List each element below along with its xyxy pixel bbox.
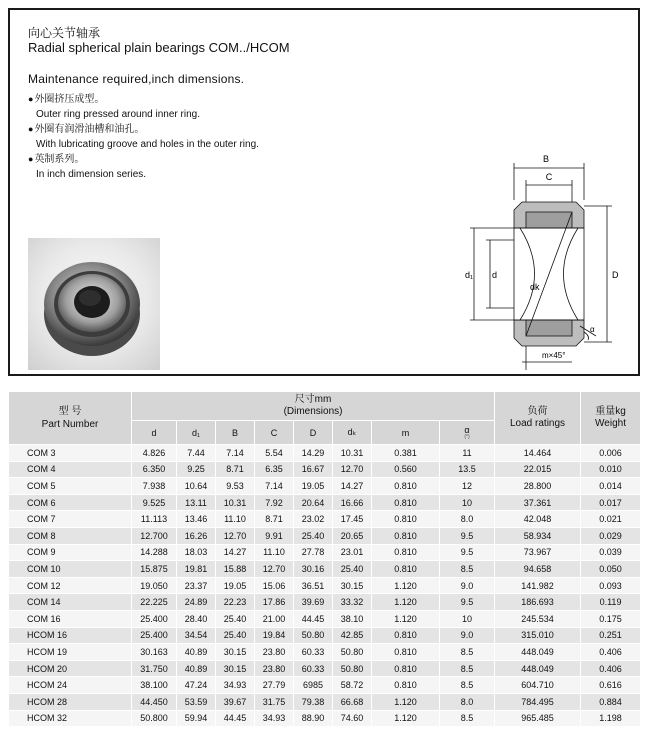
cell-a: 9.0 bbox=[440, 627, 495, 644]
table-body bbox=[9, 445, 641, 727]
cell-D: 6985 bbox=[294, 677, 333, 694]
table-row bbox=[9, 544, 641, 561]
cell-d: 6.350 bbox=[132, 461, 177, 478]
cell-d: 4.826 bbox=[132, 445, 177, 462]
cell-load: 448.049 bbox=[495, 644, 581, 661]
table-row bbox=[9, 511, 641, 528]
cell-d: 22.225 bbox=[132, 594, 177, 611]
cell-C: 23.80 bbox=[255, 644, 294, 661]
col-B: B bbox=[216, 421, 255, 445]
cell-C: 21.00 bbox=[255, 610, 294, 627]
cell-load: 315.010 bbox=[495, 627, 581, 644]
cell-d: 25.400 bbox=[132, 627, 177, 644]
cell-D: 50.80 bbox=[294, 627, 333, 644]
cell-d1: 53.59 bbox=[177, 693, 216, 710]
cell-dk: 50.80 bbox=[333, 660, 372, 677]
cell-weight: 0.039 bbox=[581, 544, 641, 561]
cell-D: 79.38 bbox=[294, 693, 333, 710]
cell-a: 8.5 bbox=[440, 660, 495, 677]
label-d: d bbox=[492, 270, 498, 280]
cell-m: 0.810 bbox=[372, 511, 440, 528]
cell-B: 10.31 bbox=[216, 494, 255, 511]
col-dk: dₖ bbox=[333, 421, 372, 445]
cell-C: 6.35 bbox=[255, 461, 294, 478]
cell-a: 10 bbox=[440, 494, 495, 511]
cell-a: 8.5 bbox=[440, 644, 495, 661]
cell-part: HCOM 28 bbox=[9, 693, 132, 710]
cell-d: 38.100 bbox=[132, 677, 177, 694]
header-load-cn: 负荷 bbox=[527, 406, 548, 417]
feature-cn: ● 英制系列。 bbox=[28, 152, 259, 168]
specification-table bbox=[8, 391, 641, 727]
cell-m: 0.810 bbox=[372, 627, 440, 644]
cell-C: 23.80 bbox=[255, 660, 294, 677]
cell-a: 8.5 bbox=[440, 677, 495, 694]
cell-part: HCOM 24 bbox=[9, 677, 132, 694]
feature-cn: ● 外圈挤压成型。 bbox=[28, 92, 259, 108]
cell-d1: 24.89 bbox=[177, 594, 216, 611]
cell-m: 1.120 bbox=[372, 710, 440, 727]
feature-cn: ● 外圈有润滑油槽和油孔。 bbox=[28, 122, 259, 138]
cell-d: 44.450 bbox=[132, 693, 177, 710]
cell-weight: 0.884 bbox=[581, 693, 641, 710]
cell-d1: 59.94 bbox=[177, 710, 216, 727]
cell-a: 13.5 bbox=[440, 461, 495, 478]
cell-d1: 23.37 bbox=[177, 577, 216, 594]
cell-B: 19.05 bbox=[216, 577, 255, 594]
cell-m: 0.810 bbox=[372, 544, 440, 561]
col-d1: d₁ bbox=[177, 421, 216, 445]
col-m: m bbox=[372, 421, 440, 445]
cell-m: 0.810 bbox=[372, 494, 440, 511]
cell-B: 14.27 bbox=[216, 544, 255, 561]
cell-dk: 74.60 bbox=[333, 710, 372, 727]
cell-d1: 9.25 bbox=[177, 461, 216, 478]
cell-B: 11.10 bbox=[216, 511, 255, 528]
table-row bbox=[9, 494, 641, 511]
cell-load: 784.495 bbox=[495, 693, 581, 710]
cell-part: COM 9 bbox=[9, 544, 132, 561]
cell-dk: 25.40 bbox=[333, 561, 372, 578]
table-row bbox=[9, 594, 641, 611]
label-D: D bbox=[612, 270, 619, 280]
cell-dk: 42.85 bbox=[333, 627, 372, 644]
header-dimensions bbox=[132, 392, 495, 421]
cell-dk: 10.31 bbox=[333, 445, 372, 462]
cell-m: 1.120 bbox=[372, 577, 440, 594]
cell-d1: 16.26 bbox=[177, 527, 216, 544]
header-weight-cn: 重量kg bbox=[595, 406, 626, 417]
table-row bbox=[9, 710, 641, 727]
maintenance-note: Maintenance required,inch dimensions. bbox=[28, 72, 245, 86]
cell-C: 19.84 bbox=[255, 627, 294, 644]
cell-a: 9.5 bbox=[440, 594, 495, 611]
cell-d1: 18.03 bbox=[177, 544, 216, 561]
cell-part: COM 10 bbox=[9, 561, 132, 578]
header-load-en: Load ratings bbox=[510, 418, 566, 429]
table-row bbox=[9, 561, 641, 578]
cell-load: 141.982 bbox=[495, 577, 581, 594]
cell-a: 12 bbox=[440, 478, 495, 495]
table-row bbox=[9, 445, 641, 462]
cell-weight: 0.406 bbox=[581, 644, 641, 661]
table-row bbox=[9, 461, 641, 478]
cell-d1: 13.46 bbox=[177, 511, 216, 528]
cell-load: 73.967 bbox=[495, 544, 581, 561]
cell-part: COM 14 bbox=[9, 594, 132, 611]
table-row bbox=[9, 527, 641, 544]
cell-d: 12.700 bbox=[132, 527, 177, 544]
cell-m: 0.381 bbox=[372, 445, 440, 462]
cell-C: 7.14 bbox=[255, 478, 294, 495]
header-weight-en: Weight bbox=[595, 418, 626, 429]
cell-dk: 20.65 bbox=[333, 527, 372, 544]
cell-D: 39.69 bbox=[294, 594, 333, 611]
col-alpha-label: α bbox=[464, 425, 470, 435]
header-part-number bbox=[9, 392, 132, 445]
cell-m: 0.560 bbox=[372, 461, 440, 478]
cell-B: 7.14 bbox=[216, 445, 255, 462]
cell-m: 1.120 bbox=[372, 610, 440, 627]
table-row bbox=[9, 627, 641, 644]
feature-en: In inch dimension series. bbox=[36, 168, 147, 180]
col-alpha-unit: (°) bbox=[464, 434, 470, 440]
cell-dk: 14.27 bbox=[333, 478, 372, 495]
cell-weight: 0.014 bbox=[581, 478, 641, 495]
table-row bbox=[9, 660, 641, 677]
cell-weight: 0.050 bbox=[581, 561, 641, 578]
cell-m: 0.810 bbox=[372, 478, 440, 495]
cell-d1: 28.40 bbox=[177, 610, 216, 627]
cell-load: 186.693 bbox=[495, 594, 581, 611]
cell-B: 39.67 bbox=[216, 693, 255, 710]
cell-a: 8.0 bbox=[440, 511, 495, 528]
title-english: Radial spherical plain bearings COM../HCOM bbox=[28, 40, 290, 55]
cell-a: 8.5 bbox=[440, 710, 495, 727]
cell-load: 604.710 bbox=[495, 677, 581, 694]
bearing-photo bbox=[28, 238, 160, 370]
cell-d: 9.525 bbox=[132, 494, 177, 511]
cell-part: COM 4 bbox=[9, 461, 132, 478]
cell-d: 25.400 bbox=[132, 610, 177, 627]
cell-part: HCOM 19 bbox=[9, 644, 132, 661]
cell-C: 8.71 bbox=[255, 511, 294, 528]
col-D: D bbox=[294, 421, 333, 445]
cell-dk: 30.15 bbox=[333, 577, 372, 594]
cell-d1: 40.89 bbox=[177, 660, 216, 677]
cell-dk: 66.68 bbox=[333, 693, 372, 710]
cell-d: 7.938 bbox=[132, 478, 177, 495]
bearing-cross-section-diagram bbox=[450, 150, 630, 380]
cell-m: 1.120 bbox=[372, 693, 440, 710]
cell-weight: 1.198 bbox=[581, 710, 641, 727]
header-dim-en: (Dimensions) bbox=[283, 406, 343, 417]
cell-a: 9.0 bbox=[440, 577, 495, 594]
cell-load: 94.658 bbox=[495, 561, 581, 578]
cell-load: 22.015 bbox=[495, 461, 581, 478]
cell-a: 8.5 bbox=[440, 561, 495, 578]
feature-list bbox=[28, 92, 259, 182]
cell-weight: 0.119 bbox=[581, 594, 641, 611]
cell-D: 60.33 bbox=[294, 660, 333, 677]
cell-d: 11.113 bbox=[132, 511, 177, 528]
header-weight bbox=[581, 392, 641, 445]
cell-weight: 0.616 bbox=[581, 677, 641, 694]
cell-D: 16.67 bbox=[294, 461, 333, 478]
cell-D: 23.02 bbox=[294, 511, 333, 528]
cell-part: COM 12 bbox=[9, 577, 132, 594]
cell-m: 0.810 bbox=[372, 644, 440, 661]
col-alpha bbox=[440, 421, 495, 445]
cell-part: COM 5 bbox=[9, 478, 132, 495]
cell-a: 9.5 bbox=[440, 544, 495, 561]
cell-D: 20.64 bbox=[294, 494, 333, 511]
title-chinese: 向心关节轴承 bbox=[28, 26, 101, 40]
cell-m: 1.120 bbox=[372, 594, 440, 611]
label-B: B bbox=[542, 154, 550, 164]
cell-part: COM 16 bbox=[9, 610, 132, 627]
cell-d1: 13.11 bbox=[177, 494, 216, 511]
cell-dk: 38.10 bbox=[333, 610, 372, 627]
cell-load: 28.800 bbox=[495, 478, 581, 495]
cell-B: 25.40 bbox=[216, 627, 255, 644]
cell-part: HCOM 16 bbox=[9, 627, 132, 644]
cell-d1: 7.44 bbox=[177, 445, 216, 462]
cell-m: 0.810 bbox=[372, 561, 440, 578]
cell-load: 14.464 bbox=[495, 445, 581, 462]
cell-B: 30.15 bbox=[216, 660, 255, 677]
cell-weight: 0.017 bbox=[581, 494, 641, 511]
table-row bbox=[9, 644, 641, 661]
cell-d1: 10.64 bbox=[177, 478, 216, 495]
cell-dk: 33.32 bbox=[333, 594, 372, 611]
cell-C: 17.86 bbox=[255, 594, 294, 611]
label-d1: d₁ bbox=[465, 270, 474, 280]
cell-C: 12.70 bbox=[255, 561, 294, 578]
cell-weight: 0.175 bbox=[581, 610, 641, 627]
table-row bbox=[9, 693, 641, 710]
cell-m: 0.810 bbox=[372, 527, 440, 544]
cell-dk: 17.45 bbox=[333, 511, 372, 528]
label-alpha: α bbox=[590, 325, 595, 334]
table-row bbox=[9, 610, 641, 627]
col-C: C bbox=[255, 421, 294, 445]
header-load-ratings bbox=[495, 392, 581, 445]
cell-part: HCOM 32 bbox=[9, 710, 132, 727]
cell-D: 88.90 bbox=[294, 710, 333, 727]
cell-a: 8.0 bbox=[440, 693, 495, 710]
cell-load: 245.534 bbox=[495, 610, 581, 627]
cell-part: COM 3 bbox=[9, 445, 132, 462]
cell-D: 27.78 bbox=[294, 544, 333, 561]
cell-C: 5.54 bbox=[255, 445, 294, 462]
cell-B: 30.15 bbox=[216, 644, 255, 661]
cell-m: 0.810 bbox=[372, 660, 440, 677]
cell-D: 30.16 bbox=[294, 561, 333, 578]
table-row bbox=[9, 577, 641, 594]
cell-C: 15.06 bbox=[255, 577, 294, 594]
cell-m: 0.810 bbox=[372, 677, 440, 694]
cell-weight: 0.251 bbox=[581, 627, 641, 644]
cell-dk: 12.70 bbox=[333, 461, 372, 478]
cell-d: 19.050 bbox=[132, 577, 177, 594]
cell-d1: 40.89 bbox=[177, 644, 216, 661]
cell-C: 27.79 bbox=[255, 677, 294, 694]
header-dim-cn: 尺寸mm bbox=[294, 394, 332, 405]
bearing-photo-icon bbox=[28, 238, 160, 370]
cell-C: 11.10 bbox=[255, 544, 294, 561]
cell-load: 58.934 bbox=[495, 527, 581, 544]
cell-B: 44.45 bbox=[216, 710, 255, 727]
label-dk: dk bbox=[530, 282, 540, 292]
cell-part: COM 7 bbox=[9, 511, 132, 528]
feature-en: Outer ring pressed around inner ring. bbox=[36, 108, 200, 120]
cell-D: 19.05 bbox=[294, 478, 333, 495]
cell-part: COM 6 bbox=[9, 494, 132, 511]
cell-dk: 16.66 bbox=[333, 494, 372, 511]
cell-C: 7.92 bbox=[255, 494, 294, 511]
cell-d: 50.800 bbox=[132, 710, 177, 727]
cell-B: 34.93 bbox=[216, 677, 255, 694]
cell-C: 9.91 bbox=[255, 527, 294, 544]
cell-B: 22.23 bbox=[216, 594, 255, 611]
cell-a: 9.5 bbox=[440, 527, 495, 544]
label-chamfer: m×45° bbox=[542, 351, 566, 360]
cell-B: 25.40 bbox=[216, 610, 255, 627]
cell-weight: 0.006 bbox=[581, 445, 641, 462]
cell-D: 14.29 bbox=[294, 445, 333, 462]
cell-D: 60.33 bbox=[294, 644, 333, 661]
table-row bbox=[9, 677, 641, 694]
cell-weight: 0.021 bbox=[581, 511, 641, 528]
cell-B: 12.70 bbox=[216, 527, 255, 544]
cell-a: 10 bbox=[440, 610, 495, 627]
cell-weight: 0.029 bbox=[581, 527, 641, 544]
cell-dk: 50.80 bbox=[333, 644, 372, 661]
cell-load: 42.048 bbox=[495, 511, 581, 528]
cell-a: 11 bbox=[440, 445, 495, 462]
cell-weight: 0.406 bbox=[581, 660, 641, 677]
header-part-cn: 型 号 bbox=[58, 406, 82, 417]
cell-d: 30.163 bbox=[132, 644, 177, 661]
cell-dk: 23.01 bbox=[333, 544, 372, 561]
cell-weight: 0.093 bbox=[581, 577, 641, 594]
cell-part: COM 8 bbox=[9, 527, 132, 544]
cell-B: 15.88 bbox=[216, 561, 255, 578]
cell-d1: 47.24 bbox=[177, 677, 216, 694]
label-C: C bbox=[545, 172, 553, 182]
cell-load: 965.485 bbox=[495, 710, 581, 727]
cell-d: 15.875 bbox=[132, 561, 177, 578]
cell-B: 9.53 bbox=[216, 478, 255, 495]
cell-D: 36.51 bbox=[294, 577, 333, 594]
cell-d: 14.288 bbox=[132, 544, 177, 561]
table-row bbox=[9, 478, 641, 495]
cell-d: 31.750 bbox=[132, 660, 177, 677]
cell-C: 31.75 bbox=[255, 693, 294, 710]
header-part-en: Part Number bbox=[41, 419, 99, 430]
cell-dk: 58.72 bbox=[333, 677, 372, 694]
cell-d1: 34.54 bbox=[177, 627, 216, 644]
col-d: d bbox=[132, 421, 177, 445]
cell-D: 25.40 bbox=[294, 527, 333, 544]
cell-load: 448.049 bbox=[495, 660, 581, 677]
cell-load: 37.361 bbox=[495, 494, 581, 511]
product-card bbox=[8, 8, 640, 376]
cell-weight: 0.010 bbox=[581, 461, 641, 478]
cell-part: HCOM 20 bbox=[9, 660, 132, 677]
cell-B: 8.71 bbox=[216, 461, 255, 478]
feature-en: With lubricating groove and holes in the outer ring. bbox=[36, 138, 259, 150]
cell-D: 44.45 bbox=[294, 610, 333, 627]
cell-C: 34.93 bbox=[255, 710, 294, 727]
cell-d1: 19.81 bbox=[177, 561, 216, 578]
